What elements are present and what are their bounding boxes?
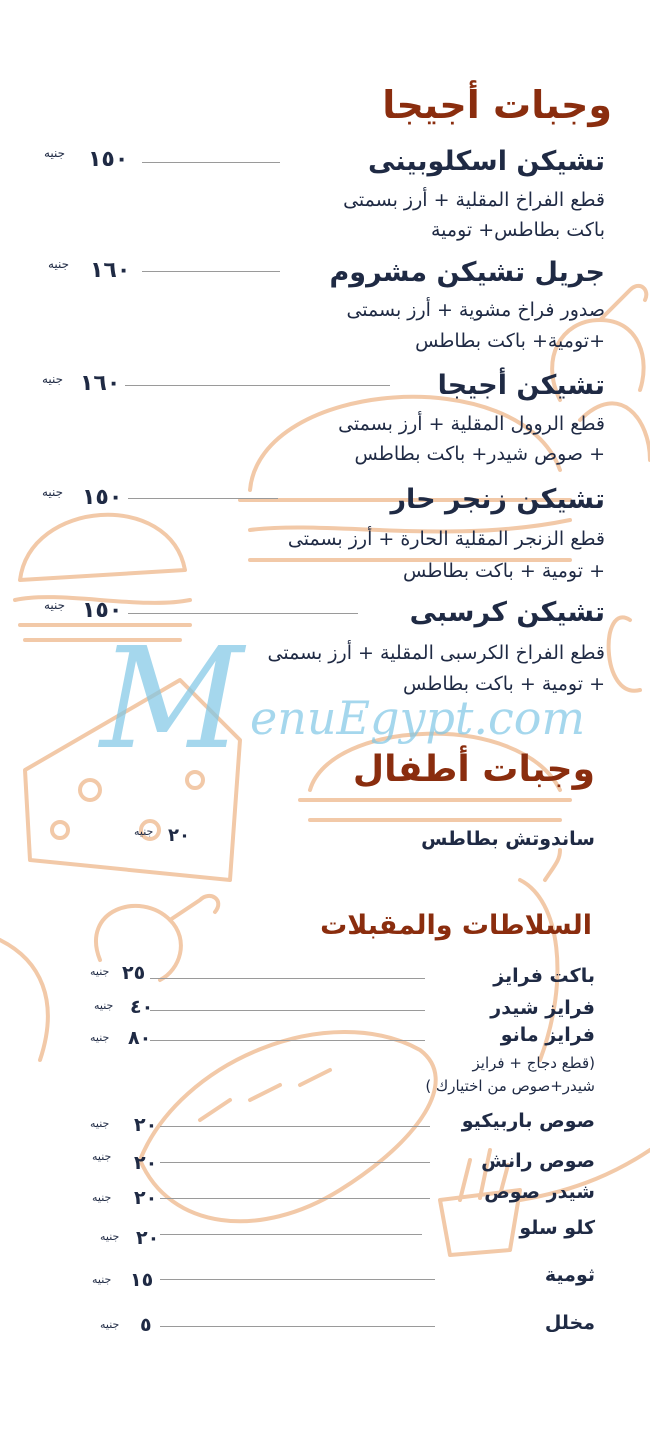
item-price: ١٥ xyxy=(130,1269,154,1291)
dotted-separator xyxy=(125,385,390,386)
item-price: ٤٠ xyxy=(130,996,154,1018)
item-description: +تومية+ باكت بطاطس xyxy=(415,330,605,352)
dotted-separator xyxy=(142,162,280,163)
item-description: + صوص شيدر+ باكت بطاطس xyxy=(354,443,605,465)
currency-label: جنيه xyxy=(90,1031,110,1044)
item-price: ٢٠ xyxy=(168,825,190,846)
item-name: مخلل xyxy=(544,1312,595,1334)
burger-edge-icon xyxy=(609,617,640,690)
item-description: قطع الفراخ المقلية + أرز بسمتى xyxy=(343,189,605,211)
currency-label: جنيه xyxy=(100,1230,120,1243)
item-price: ٨٠ xyxy=(128,1027,152,1049)
dotted-separator xyxy=(160,1326,435,1327)
currency-label: جنيه xyxy=(42,372,64,386)
dotted-separator xyxy=(160,1234,422,1235)
item-description: قطع الروول المقلية + أرز بسمتى xyxy=(338,413,605,435)
item-name: جريل تشيكن مشروم xyxy=(329,257,605,288)
section-title-agiga-meals: وجبات أجيجا xyxy=(382,83,612,127)
currency-label: جنيه xyxy=(92,1273,112,1286)
item-note: شيدر+صوص من اختيارك ) xyxy=(425,1077,595,1095)
item-name: كلو سلو xyxy=(519,1217,595,1239)
dotted-separator xyxy=(150,1010,425,1011)
item-name: تشيكن اسكلوبينى xyxy=(368,146,605,177)
item-price: ٢٠ xyxy=(134,1187,158,1209)
item-name: تشيكن زنجر حار xyxy=(390,484,605,515)
item-description: صدور فراخ مشوية + أرز بسمتى xyxy=(346,299,605,321)
item-price: ١٥٠ xyxy=(82,598,123,623)
currency-label: جنيه xyxy=(44,598,66,612)
currency-label: جنيه xyxy=(90,1117,110,1130)
currency-label: جنيه xyxy=(44,146,66,160)
currency-label: جنيه xyxy=(90,965,110,978)
item-price: ١٦٠ xyxy=(90,258,131,283)
currency-label: جنيه xyxy=(92,1150,112,1163)
dotted-separator xyxy=(160,1279,435,1280)
sketch-arc xyxy=(0,940,48,1060)
item-price: ٢٠ xyxy=(134,1152,158,1174)
item-price: ٢٥ xyxy=(122,962,146,984)
dotted-separator xyxy=(150,1040,425,1041)
item-name: شيدر صوص xyxy=(484,1181,595,1203)
dotted-separator xyxy=(128,613,358,614)
dotted-separator xyxy=(150,978,425,979)
section-title-salads-appetizers: السلاطات والمقبلات xyxy=(320,910,592,941)
currency-label: جنيه xyxy=(92,1191,112,1204)
item-name: تشيكن كرسبى xyxy=(409,597,605,628)
item-description: قطع الفراخ الكرسبى المقلية + أرز بسمتى xyxy=(267,642,605,664)
item-name: فرايز شيدر xyxy=(490,997,595,1019)
section-title-kids-meals: وجبات أطفال xyxy=(352,749,595,790)
dotted-separator xyxy=(128,498,278,499)
dotted-separator xyxy=(160,1126,430,1127)
item-name: صوص رانش xyxy=(481,1150,595,1172)
item-name: تشيكن أجيجا xyxy=(437,370,605,401)
watermark-text: enuEgypt.com xyxy=(250,691,586,745)
item-price: ١٦٠ xyxy=(80,371,121,396)
watermark-logo-letter: M xyxy=(100,618,244,781)
item-price: ١٥٠ xyxy=(88,147,129,172)
item-description: + تومية + باكت بطاطس xyxy=(403,560,605,582)
item-description: + تومية + باكت بطاطس xyxy=(403,673,605,695)
chicken-leg-icon xyxy=(96,896,218,980)
item-price: ٥ xyxy=(140,1314,152,1336)
item-note: (قطع دجاج + فرايز xyxy=(472,1054,595,1072)
item-description: قطع الزنجر المقلية الحارة + أرز بسمتى xyxy=(287,528,605,550)
currency-label: جنيه xyxy=(42,485,64,499)
item-name: فرايز مانو xyxy=(500,1024,595,1046)
item-price: ٢٠ xyxy=(136,1227,160,1249)
currency-label: جنيه xyxy=(100,1318,120,1331)
item-description: باكت بطاطس+ تومية xyxy=(431,219,605,241)
dotted-separator xyxy=(160,1198,430,1199)
currency-label: جنيه xyxy=(134,825,154,838)
item-price: ٢٠ xyxy=(134,1114,158,1136)
item-name: ثومية xyxy=(544,1264,595,1286)
dotted-separator xyxy=(142,271,280,272)
item-price: ١٥٠ xyxy=(82,485,123,510)
currency-label: جنيه xyxy=(94,999,114,1012)
item-name: صوص باربيكيو xyxy=(461,1110,595,1132)
dotted-separator xyxy=(160,1162,430,1163)
item-name: ساندوتش بطاطس xyxy=(421,828,595,850)
currency-label: جنيه xyxy=(48,257,70,271)
item-name: باكت فرايز xyxy=(493,965,595,987)
